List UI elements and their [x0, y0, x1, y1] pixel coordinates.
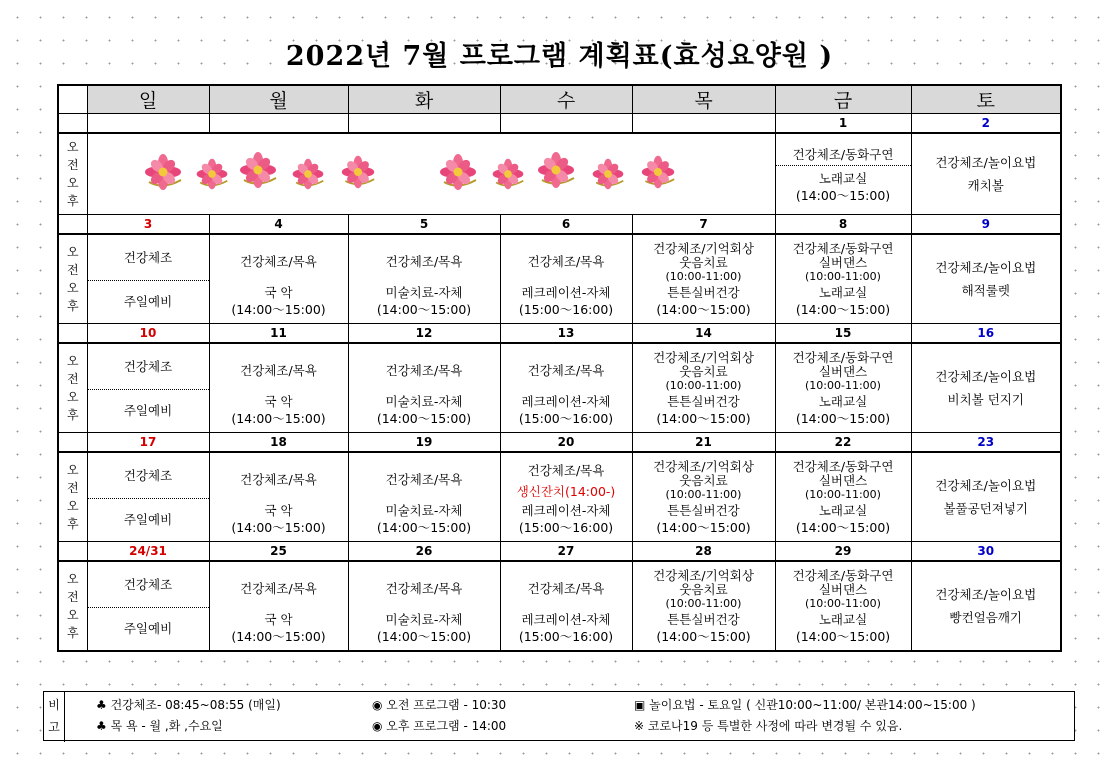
notes-box — [43, 691, 1075, 741]
date-cell: 22 — [775, 433, 911, 453]
note-am-program: ◉ 오전 프로그램 - 10:30 — [372, 698, 507, 712]
fri-cell: 건강체조/동화구연 실버댄스 (10:00-11:00) 노래교실 (14:00～15:00) — [775, 234, 911, 324]
mon-cell: 건강체조/목욕 국 악 (14:00～15:00) — [209, 561, 348, 651]
note-pm-program: ◉ 오후 프로그램 - 14:00 — [372, 719, 507, 733]
sun-cell: 건강체조 주일예비 — [87, 561, 209, 651]
date-cell: 12 — [348, 324, 500, 344]
note-exercise: ♣ 건강체조- 08:45~08:55 (매일) — [96, 698, 281, 712]
ampm-label: 오 전 오 후 — [58, 234, 87, 324]
date-cell: 1 — [775, 114, 911, 134]
date-cell: 9 — [911, 215, 1061, 235]
date-cell: 13 — [500, 324, 632, 344]
sun-cell: 건강체조 주일예비 — [87, 343, 209, 433]
mon-cell: 건강체조/목욕 국 악 (14:00～15:00) — [209, 234, 348, 324]
note-change-notice: ※ 코로나19 등 특별한 사정에 따라 변경될 수 있음. — [634, 719, 903, 733]
ampm-label: 오 전 오 후 — [58, 452, 87, 542]
date-cell: 29 — [775, 542, 911, 562]
header-mon: 월 — [209, 85, 348, 114]
wed-cell: 건강체조/목욕 레크레이션-자체 (15:00～16:00) — [500, 561, 632, 651]
date-cell: 6 — [500, 215, 632, 235]
mon-cell: 건강체조/목욕 국 악 (14:00～15:00) — [209, 452, 348, 542]
notes-label: 비 — [48, 698, 60, 712]
wed-cell: 건강체조/목욕 생신잔치(14:00-) 레크레이션-자체 (15:00～16:00) — [500, 452, 632, 542]
date-cell: 15 — [775, 324, 911, 344]
date-cell: 17 — [87, 433, 209, 453]
header-sun: 일 — [87, 85, 209, 114]
wed-cell: 건강체조/목욕 레크레이션-자체 (15:00～16:00) — [500, 343, 632, 433]
fri-cell: 건강체조/동화구연 실버댄스 (10:00-11:00) 노래교실 (14:00～15:00) — [775, 343, 911, 433]
header-thu: 목 — [632, 85, 775, 114]
header-fri: 금 — [775, 85, 911, 114]
wed-cell: 건강체조/목욕 레크레이션-자체 (15:00～16:00) — [500, 234, 632, 324]
header-sat: 토 — [911, 85, 1061, 114]
date-cell — [348, 114, 500, 134]
ampm-label: 오 전 오 후 — [58, 133, 87, 215]
date-cell: 5 — [348, 215, 500, 235]
date-cell — [87, 114, 209, 134]
notes-label: 고 — [48, 720, 60, 734]
date-cell: 14 — [632, 324, 775, 344]
page-title: 2022년 7월 프로그램 계획표(효성요양원 ) — [285, 41, 834, 72]
ampm-label: 오 전 오 후 — [58, 561, 87, 651]
note-bath: ♣ 목 욕 - 월 ,화 ,수요일 — [96, 719, 223, 733]
sun-cell: 건강체조 주일예비 — [87, 452, 209, 542]
flower-garland-icon — [88, 134, 768, 214]
date-cell: 8 — [775, 215, 911, 235]
date-cell: 25 — [209, 542, 348, 562]
thu-cell: 건강체조/기억회상 웃음치료 (10:00-11:00) 튼튼실버건강 (14:00～15:00) — [632, 234, 775, 324]
header-tue: 화 — [348, 85, 500, 114]
date-cell: 10 — [87, 324, 209, 344]
header-wed: 수 — [500, 85, 632, 114]
program-schedule-table — [57, 84, 1062, 652]
thu-cell: 건강체조/기억회상 웃음치료 (10:00-11:00) 튼튼실버건강 (14:00～15:00) — [632, 561, 775, 651]
date-cell: 7 — [632, 215, 775, 235]
sat-cell: 건강체조/놀이요법 빵컨얼음깨기 — [911, 561, 1061, 651]
fri-cell: 건강체조/동화구연 실버댄스 (10:00-11:00) 노래교실 (14:00～15:00) — [775, 561, 911, 651]
tue-cell: 건강체조/목욕 미술치료-자체 (14:00～15:00) — [348, 234, 500, 324]
date-cell: 27 — [500, 542, 632, 562]
tue-cell: 건강체조/목욕 미술치료-자체 (14:00～15:00) — [348, 452, 500, 542]
date-cell — [500, 114, 632, 134]
mon-cell: 건강체조/목욕 국 악 (14:00～15:00) — [209, 343, 348, 433]
date-cell: 26 — [348, 542, 500, 562]
date-cell: 3 — [87, 215, 209, 235]
date-cell — [632, 114, 775, 134]
date-cell: 16 — [911, 324, 1061, 344]
sat-cell: 건강체조/놀이요법 볼풀공던져넣기 — [911, 452, 1061, 542]
sat-cell: 건강체조/놀이요법 비치볼 던지기 — [911, 343, 1061, 433]
date-cell — [209, 114, 348, 134]
date-cell: 23 — [911, 433, 1061, 453]
date-cell: 18 — [209, 433, 348, 453]
date-cell: 20 — [500, 433, 632, 453]
sat-cell: 건강체조/놀이요법 해적룰렛 — [911, 234, 1061, 324]
tue-cell: 건강체조/목욕 미술치료-자체 (14:00～15:00) — [348, 561, 500, 651]
date-cell: 30 — [911, 542, 1061, 562]
date-cell: 21 — [632, 433, 775, 453]
date-cell: 19 — [348, 433, 500, 453]
tue-cell: 건강체조/목욕 미술치료-자체 (14:00～15:00) — [348, 343, 500, 433]
flower-garland-decoration — [87, 133, 775, 215]
date-cell: 24/31 — [87, 542, 209, 562]
fri-cell: 건강체조/동화구연 실버댄스 (10:00-11:00) 노래교실 (14:00～15:00) — [775, 452, 911, 542]
sat-cell: 건강체조/놀이요법 캐치볼 — [911, 133, 1061, 215]
note-play-therapy: ▣ 놀이요법 - 토요일 ( 신관10:00~11:00/ 본관14:00~15:00 ) — [634, 698, 976, 712]
fri-cell: 건강체조/동화구연 노래교실 (14:00～15:00) — [775, 133, 911, 215]
date-cell: 2 — [911, 114, 1061, 134]
ampm-label: 오 전 오 후 — [58, 343, 87, 433]
date-cell: 4 — [209, 215, 348, 235]
date-cell: 11 — [209, 324, 348, 344]
thu-cell: 건강체조/기억회상 웃음치료 (10:00-11:00) 튼튼실버건강 (14:00～15:00) — [632, 452, 775, 542]
thu-cell: 건강체조/기억회상 웃음치료 (10:00-11:00) 튼튼실버건강 (14:00～15:00) — [632, 343, 775, 433]
header-corner — [58, 85, 87, 114]
date-cell: 28 — [632, 542, 775, 562]
sun-cell: 건강체조 주일예비 — [87, 234, 209, 324]
